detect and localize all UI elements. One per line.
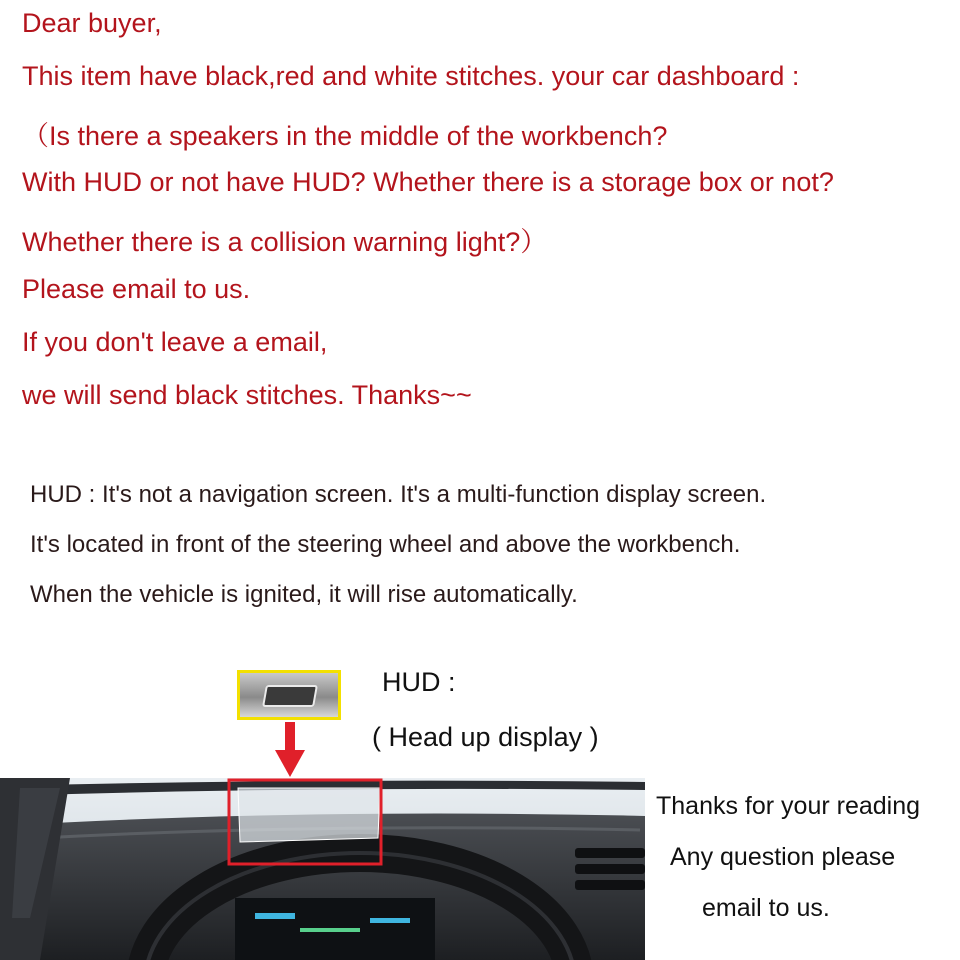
hud-location-line: It's located in front of the steering wheel and above the workbench. [30, 531, 741, 558]
default-stitches: we will send black stitches. Thanks~~ [22, 380, 472, 410]
hud-label-title: HUD : [382, 667, 456, 697]
stitches-line: This item have black,red and white stitches. your car dashboard : [22, 61, 800, 91]
closing-question: Any question please [670, 843, 896, 871]
arrow-down-icon [275, 722, 305, 777]
hud-label-subtitle: ( Head up display ) [372, 722, 599, 752]
hud-question: With HUD or not have HUD? Whether there is a storage box or not? [22, 167, 834, 197]
hud-ignition-line: When the vehicle is ignited, it will rise automatically. [30, 581, 578, 608]
hud-thumbnail [237, 670, 341, 720]
email-request: Please email to us. [22, 274, 251, 304]
no-email-note: If you don't leave a email, [22, 327, 328, 357]
closing-thanks: Thanks for your reading [656, 792, 921, 820]
hud-definition-line: HUD : It's not a navigation screen. It's a multi-function display screen. [30, 481, 767, 508]
closing-email: email to us. [702, 894, 830, 922]
greeting-line: Dear buyer, [22, 8, 162, 38]
collision-question: Whether there is a collision warning light?） [22, 227, 548, 257]
speakers-question: （Is there a speakers in the middle of the workbench? [22, 121, 668, 151]
dashboard-photo [0, 778, 645, 960]
